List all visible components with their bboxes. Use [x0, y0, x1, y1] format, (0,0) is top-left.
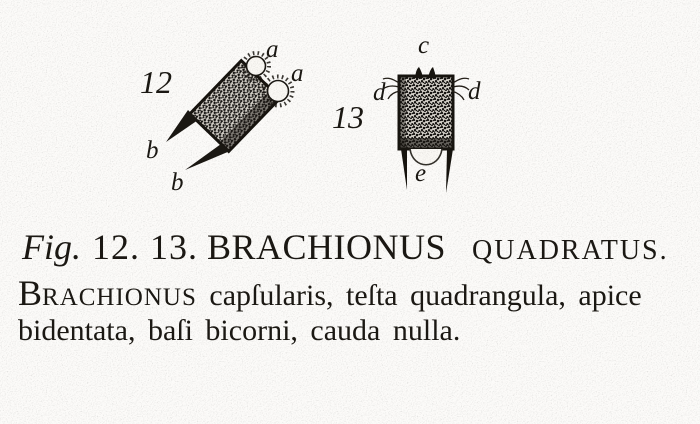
fig13-label-c: c	[418, 32, 430, 59]
species-description	[18, 273, 642, 347]
description-genus-smallcaps: RACHIONUS	[42, 284, 197, 311]
fig12-label-a-right: a	[291, 60, 304, 87]
figure-caption	[22, 229, 669, 265]
fig13-label-d-right: d	[468, 78, 481, 105]
description-line1-text: capſularis, teſta quadrangula, apice	[196, 279, 642, 312]
fig12-label-b-upper: b	[146, 137, 159, 164]
fig13-number: 13	[332, 99, 364, 135]
description-line-1	[18, 273, 642, 314]
fig12-number: 12	[140, 64, 172, 100]
fig12-label-a-top: a	[266, 36, 279, 63]
caption-species-name: QUADRATUS.	[472, 235, 669, 266]
caption-fig-word: Fig.	[22, 227, 81, 267]
description-genus-initial: B	[18, 273, 43, 313]
caption-figure-numbers: 12. 13.	[92, 227, 198, 267]
description-line-2: bidentata, baſi bicorni, cauda nulla.	[18, 314, 461, 347]
fig13-label-e: e	[415, 160, 427, 187]
fig12-label-b-lower: b	[171, 169, 184, 196]
caption-genus-name: BRACHIONUS	[207, 227, 447, 267]
fig13-label-d-left: d	[373, 79, 386, 106]
